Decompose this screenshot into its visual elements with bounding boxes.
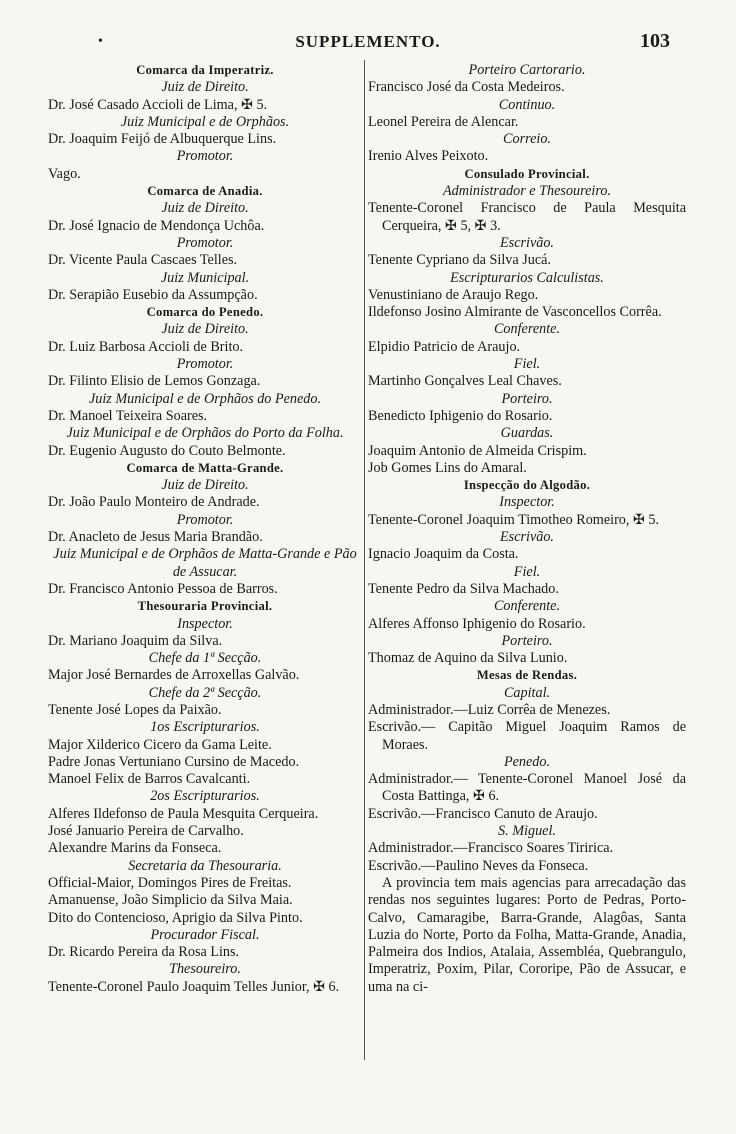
office-title: Thesoureiro. <box>169 961 241 978</box>
office-title: Porteiro. <box>501 632 553 649</box>
entry-line: Tenente-Coronel Joaquim Timotheo Romeiro, ✠ 5. <box>368 511 660 528</box>
office-title: Juiz Municipal e de Orphãos do Penedo. <box>88 390 322 407</box>
paragraph: A provincia tem mais agencias para arrecadação das rendas nos seguintes lugares: Porto de Pedras, Porto-Calvo, Camaragibe, Barra-Grande, Alagôas, Santa Luzia do Norte, Porto da Folha, Matta-Grande, Anadia, Palmeira dos Indios, Atalaia, Assembléa, Quebrangulo, Imperatriz, Poxim, Pilar, Cororipe, Pão de Assucar, e uma na ci- <box>368 874 686 995</box>
left-column <box>48 62 362 996</box>
office-title: Juiz de Direito. <box>161 321 249 338</box>
office-title: Porteiro Cartorario. <box>468 62 586 78</box>
entry-line: Martinho Gonçalves Leal Chaves. <box>368 373 562 390</box>
office-title: Penedo. <box>503 753 551 770</box>
right-column <box>368 62 686 996</box>
entry-line: Elpidio Patricio de Araujo. <box>368 338 521 355</box>
entry-line: Alferes Affonso Iphigenio do Rosario. <box>368 615 586 632</box>
entry-line: Dr. Francisco Antonio Pessoa de Barros. <box>48 580 278 597</box>
office-title: Porteiro. <box>501 390 553 407</box>
office-title: Escrivão. <box>500 529 554 546</box>
entry-line: Amanuense, João Simplicio da Silva Maia. <box>48 892 293 909</box>
running-title: SUPPLEMENTO. <box>295 32 441 51</box>
entry-line: Dr. João Paulo Monteiro de Andrade. <box>48 494 260 511</box>
entry-line: Escrivão.—Francisco Canuto de Araujo. <box>368 805 598 822</box>
office-title: Inspector. <box>177 615 233 632</box>
entry-line: Leonel Pereira de Alencar. <box>368 113 519 130</box>
office-title: Secretaria da Thesouraria. <box>128 857 282 874</box>
entry-line: Francisco José da Costa Medeiros. <box>368 79 565 96</box>
office-title: Promotor. <box>176 234 234 251</box>
entry-line: Dr. Vicente Paula Cascaes Telles. <box>48 252 238 269</box>
entry-line: Job Gomes Lins do Amaral. <box>368 459 527 476</box>
office-title: S. Miguel. <box>498 823 556 840</box>
office-title: Chefe da 2ª Secção. <box>148 684 262 701</box>
section-heading: Inspecção do Algodão. <box>463 478 591 493</box>
section-heading: Comarca de Anadia. <box>147 184 263 199</box>
entry-line: Alexandre Marins da Fonseca. <box>48 840 222 857</box>
section-heading: Comarca do Penedo. <box>146 305 264 320</box>
office-title: Promotor. <box>176 511 234 528</box>
entry-line: Dr. Filinto Elisio de Lemos Gonzaga. <box>48 373 261 390</box>
entry-line: José Januario Pereira de Carvalho. <box>48 823 244 840</box>
office-title: Juiz Municipal e de Orphãos de Matta-Grande e Pão de Assucar. <box>53 546 357 580</box>
office-title: Continuo. <box>498 96 556 113</box>
column-divider <box>364 60 365 1060</box>
page-number: 103 <box>640 30 670 52</box>
office-title: Guardas. <box>500 425 554 442</box>
entry-line: Dr. Serapião Eusebio da Assumpção. <box>48 286 258 303</box>
entry-line: Ildefonso Josino Almirante de Vasconcellos Corrêa. <box>368 304 662 321</box>
entry-line: Tenente Cypriano da Silva Jucá. <box>368 252 551 269</box>
office-title: 2os Escripturarios. <box>150 788 260 805</box>
office-title: Escrivão. <box>500 234 554 251</box>
entry-line: Administrador.—Luiz Corrêa de Menezes. <box>368 701 611 718</box>
entry-line: Dr. Anacleto de Jesus Maria Brandão. <box>48 529 263 546</box>
office-title: Administrador e Thesoureiro. <box>442 183 612 200</box>
entry-line: Dr. Eugenio Augusto do Couto Belmonte. <box>48 442 286 459</box>
section-heading: Consulado Provincial. <box>464 166 590 181</box>
entry-line: Alferes Ildefonso de Paula Mesquita Cerqueira. <box>48 805 319 822</box>
office-title: Conferente. <box>493 321 561 338</box>
office-title: Conferente. <box>493 598 561 615</box>
entry-line: Dr. Luiz Barbosa Accioli de Brito. <box>48 338 244 355</box>
entry-line: Venustiniano de Araujo Rego. <box>368 286 539 303</box>
office-title: 1os Escripturarios. <box>150 719 260 736</box>
section-heading: Thesouraria Provincial. <box>137 599 273 614</box>
entry-line: Dr. José Casado Accioli de Lima, ✠ 5. <box>48 96 268 113</box>
office-title: Juiz de Direito. <box>161 477 249 494</box>
office-title: Correio. <box>503 131 551 148</box>
office-title: Chefe da 1ª Secção. <box>148 650 262 667</box>
office-title: Promotor. <box>176 148 234 165</box>
entry-line: Dr. Mariano Joaquim da Silva. <box>48 632 223 649</box>
office-title: Fiel. <box>513 356 541 373</box>
entry-line: Official-Maior, Domingos Pires de Freitas. <box>48 874 292 891</box>
section-heading: Comarca da Imperatriz. <box>136 63 274 77</box>
office-title: Juiz Municipal. <box>160 269 250 286</box>
office-title: Procurador Fiscal. <box>150 926 260 943</box>
entry-line: Escrivão.—Paulino Neves da Fonseca. <box>368 857 589 874</box>
entry-line: Vago. <box>48 165 81 182</box>
entry-line: Dr. Joaquim Feijó de Albuquerque Lins. <box>48 131 277 148</box>
entry-line: Major Xilderico Cicero da Gama Leite. <box>48 736 272 753</box>
entry-line: Benedicto Iphigenio do Rosario. <box>368 407 553 424</box>
section-heading: Mesas de Rendas. <box>476 668 578 683</box>
entry-line: Ignacio Joaquim da Costa. <box>368 546 519 563</box>
entry-line: Tenente-Coronel Francisco de Paula Mesquita Cerqueira, ✠ 5, ✠ 3. <box>368 200 686 234</box>
header-bullet: • <box>98 34 103 49</box>
entry-line: Irenio Alves Peixoto. <box>368 148 489 165</box>
entry-line: Administrador.— Tenente-Coronel Manoel José da Costa Battinga, ✠ 6. <box>368 771 686 805</box>
office-title: Juiz de Direito. <box>161 79 249 96</box>
entry-line: Dr. Manoel Teixeira Soares. <box>48 407 208 424</box>
office-title: Juiz de Direito. <box>161 200 249 217</box>
office-title: Fiel. <box>513 563 541 580</box>
entry-line: Dr. Ricardo Pereira da Rosa Lins. <box>48 944 240 961</box>
entry-line: Tenente Pedro da Silva Machado. <box>368 580 559 597</box>
entry-line: Padre Jonas Vertuniano Cursino de Macedo. <box>48 753 300 770</box>
entry-line: Dito do Contencioso, Aprigio da Silva Pinto. <box>48 909 303 926</box>
entry-line: Tenente José Lopes da Paixão. <box>48 701 222 718</box>
entry-line: Escrivão.— Capitão Miguel Joaquim Ramos de Moraes. <box>368 719 686 753</box>
office-title: Juiz Municipal e de Orphãos. <box>120 113 290 130</box>
office-title: Juiz Municipal e de Orphãos do Porto da Folha. <box>66 425 344 442</box>
entry-line: Joaquim Antonio de Almeida Crispim. <box>368 442 587 459</box>
entry-line: Administrador.—Francisco Soares Tiririca. <box>368 840 614 857</box>
entry-line: Manoel Felix de Barros Cavalcanti. <box>48 771 251 788</box>
office-title: Escripturarios Calculistas. <box>450 269 604 286</box>
section-heading: Comarca de Matta-Grande. <box>126 460 284 475</box>
entry-line: Dr. José Ignacio de Mendonça Uchôa. <box>48 217 265 234</box>
office-title: Capital. <box>503 684 551 701</box>
office-title: Promotor. <box>176 356 234 373</box>
entry-line: Thomaz de Aquino da Silva Lunio. <box>368 650 568 667</box>
entry-line: Tenente-Coronel Paulo Joaquim Telles Junior, ✠ 6. <box>48 978 340 995</box>
entry-line: Major José Bernardes de Arroxellas Galvão. <box>48 667 300 684</box>
office-title: Inspector. <box>499 494 555 511</box>
